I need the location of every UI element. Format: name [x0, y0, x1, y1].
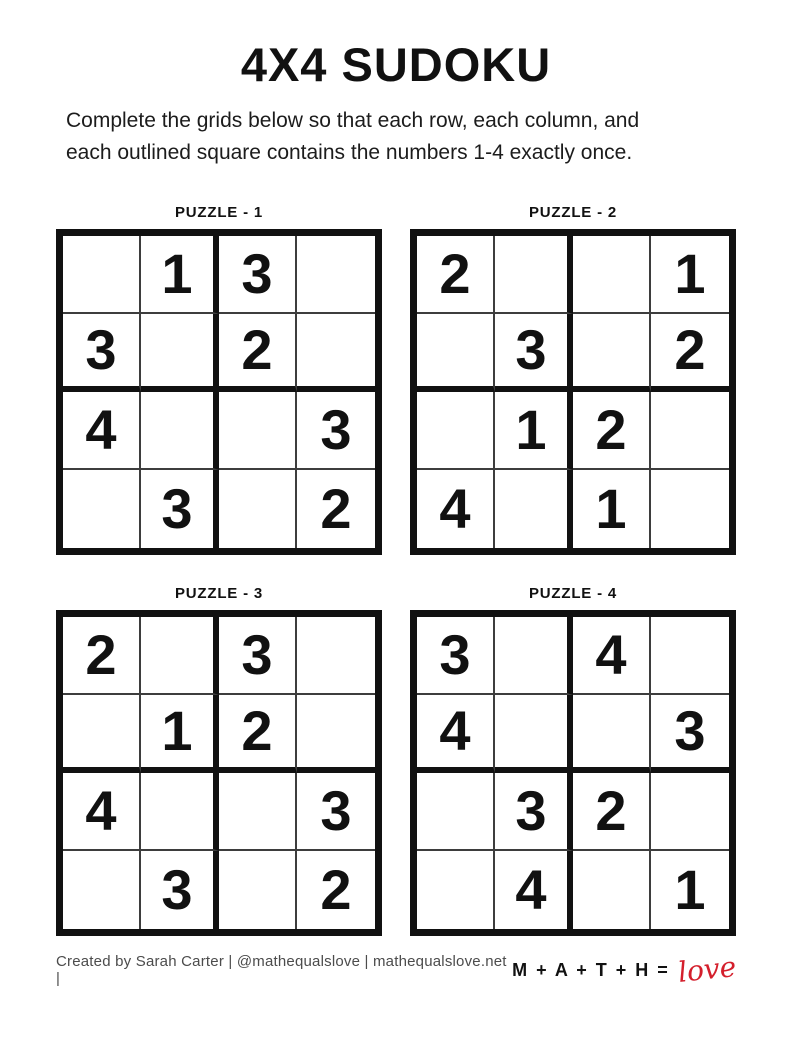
- sudoku-cell[interactable]: [219, 470, 297, 548]
- sudoku-cell[interactable]: [63, 236, 141, 314]
- sudoku-cell[interactable]: 2: [63, 617, 141, 695]
- instructions-line-1: Complete the grids below so that each row, each column, and: [66, 109, 640, 133]
- sudoku-cell[interactable]: 4: [495, 851, 573, 929]
- sudoku-cell[interactable]: 2: [320, 858, 352, 922]
- sudoku-cell[interactable]: 1: [573, 470, 651, 548]
- sudoku-cell[interactable]: [141, 314, 219, 392]
- sudoku-cell[interactable]: [417, 851, 495, 929]
- sudoku-cell[interactable]: 3: [63, 314, 141, 392]
- sudoku-cell[interactable]: [417, 314, 495, 392]
- sudoku-cell[interactable]: 1: [651, 236, 729, 314]
- logo-love-script: love: [676, 950, 738, 990]
- sudoku-cell[interactable]: [495, 695, 573, 773]
- sudoku-cell[interactable]: 2: [573, 392, 651, 470]
- sudoku-cell[interactable]: [573, 314, 651, 392]
- puzzle-1-grid: [56, 229, 382, 555]
- sudoku-cell[interactable]: 3: [495, 773, 573, 851]
- sudoku-cell[interactable]: 4: [573, 617, 651, 695]
- sudoku-cell[interactable]: [63, 695, 141, 773]
- sudoku-cell[interactable]: [651, 470, 729, 548]
- sudoku-cell[interactable]: 3: [219, 617, 297, 695]
- sudoku-cell[interactable]: 3: [297, 392, 375, 470]
- sudoku-cell[interactable]: 2: [320, 477, 352, 541]
- sudoku-cell[interactable]: [219, 851, 297, 929]
- sudoku-cell[interactable]: 4: [63, 773, 141, 851]
- puzzle-grid-section: [56, 204, 736, 936]
- sudoku-cell[interactable]: 2: [219, 695, 297, 773]
- sudoku-cell[interactable]: 1: [495, 392, 573, 470]
- footer: [56, 950, 738, 990]
- sudoku-cell[interactable]: 4: [63, 392, 141, 470]
- sudoku-cell[interactable]: 1: [141, 236, 219, 314]
- sudoku-cell[interactable]: 3: [417, 617, 495, 695]
- puzzle-4: [410, 585, 736, 936]
- sudoku-cell[interactable]: [417, 773, 495, 851]
- sudoku-cell[interactable]: [141, 392, 219, 470]
- sudoku-cell[interactable]: 3: [219, 236, 297, 314]
- sudoku-cell[interactable]: 3: [495, 314, 573, 392]
- sudoku-cell[interactable]: 4: [417, 470, 495, 548]
- sudoku-cell[interactable]: 2: [651, 314, 729, 392]
- sudoku-cell[interactable]: [141, 773, 219, 851]
- sudoku-cell[interactable]: [297, 695, 375, 773]
- sudoku-cell[interactable]: 2: [573, 773, 651, 851]
- puzzle-1: [56, 204, 382, 555]
- logo-math-text: M + A + T + H =: [512, 959, 670, 980]
- sudoku-cell[interactable]: [141, 617, 219, 695]
- sudoku-cell[interactable]: [495, 470, 573, 548]
- puzzle-2: [410, 204, 736, 555]
- sudoku-cell[interactable]: [297, 314, 375, 392]
- instructions: [66, 105, 736, 168]
- math-equals-love-logo: [512, 950, 738, 990]
- sudoku-cell[interactable]: 3: [141, 851, 219, 929]
- sudoku-cell[interactable]: [63, 851, 141, 929]
- puzzle-3: [56, 585, 382, 936]
- sudoku-cell[interactable]: 1: [141, 695, 219, 773]
- sudoku-cell[interactable]: [573, 695, 651, 773]
- puzzle-1-label: PUZZLE - 1: [174, 204, 263, 222]
- sudoku-cell[interactable]: 3: [141, 470, 219, 548]
- sudoku-cell[interactable]: [573, 236, 651, 314]
- sudoku-cell[interactable]: [651, 617, 729, 695]
- sudoku-cell[interactable]: [417, 392, 495, 470]
- sudoku-cell[interactable]: [495, 617, 573, 695]
- puzzle-4-label: PUZZLE - 4: [528, 585, 617, 603]
- sudoku-cell[interactable]: [219, 773, 297, 851]
- puzzle-4-grid: [410, 610, 736, 936]
- sudoku-cell[interactable]: 2: [219, 314, 297, 392]
- worksheet-page: [0, 40, 792, 1064]
- sudoku-cell[interactable]: 4: [417, 695, 495, 773]
- puzzle-3-grid: [56, 610, 382, 936]
- puzzle-2-grid: [410, 229, 736, 555]
- sudoku-cell[interactable]: 3: [651, 695, 729, 773]
- sudoku-cell[interactable]: [297, 617, 375, 695]
- sudoku-cell[interactable]: [573, 851, 651, 929]
- sudoku-cell[interactable]: 3: [297, 773, 375, 851]
- sudoku-cell[interactable]: [495, 236, 573, 314]
- sudoku-cell[interactable]: [63, 470, 141, 548]
- sudoku-cell[interactable]: 2: [417, 236, 495, 314]
- sudoku-cell[interactable]: [651, 392, 729, 470]
- sudoku-cell[interactable]: [219, 392, 297, 470]
- puzzle-2-label: PUZZLE - 2: [528, 204, 617, 222]
- credit-text: Created by Sarah Carter | @mathequalslove | mathequalslove.net |: [56, 953, 507, 988]
- sudoku-cell[interactable]: [651, 773, 729, 851]
- instructions-line-2: each outlined square contains the numbers 1-4 exactly once.: [66, 140, 633, 164]
- sudoku-cell[interactable]: 1: [674, 858, 706, 922]
- sudoku-cell[interactable]: [297, 236, 375, 314]
- puzzle-3-label: PUZZLE - 3: [174, 585, 263, 603]
- page-title: 4X4 SUDOKU: [240, 38, 552, 91]
